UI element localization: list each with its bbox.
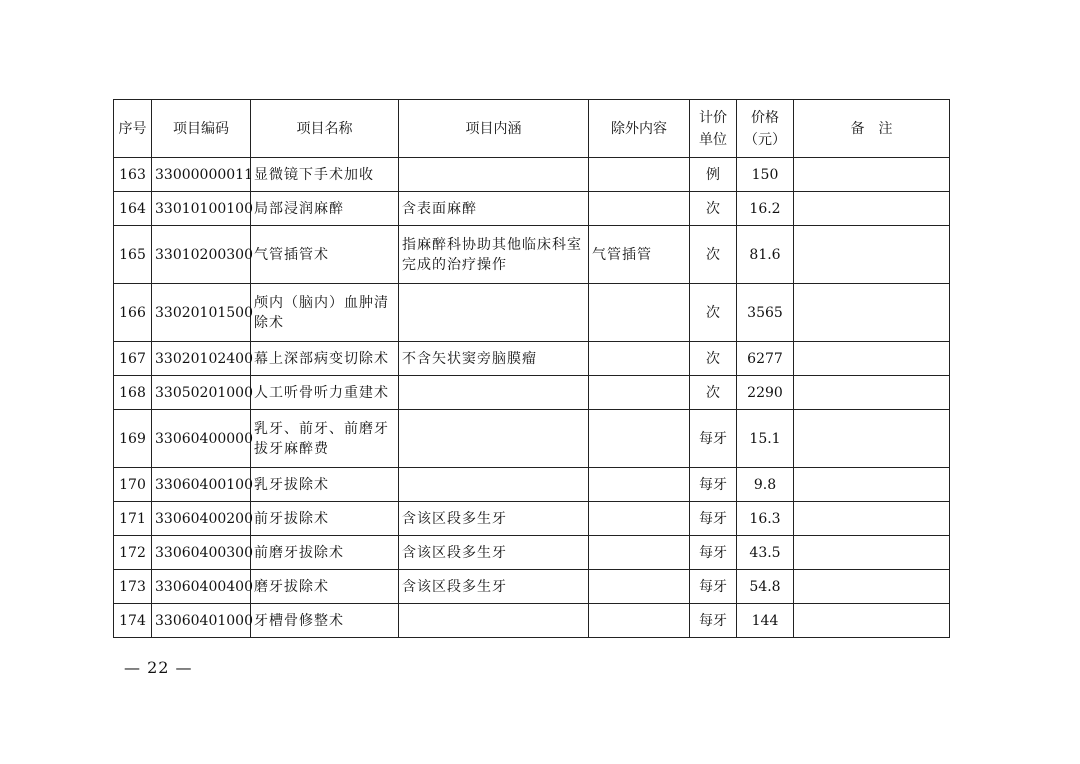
cell-note [794, 410, 950, 468]
cell-code: 33020102400 [152, 342, 251, 376]
cell-price: 144 [737, 604, 794, 638]
header-unit-line2: 单位 [699, 131, 727, 148]
cell-seq: 166 [114, 284, 152, 342]
cell-price: 3565 [737, 284, 794, 342]
table-row [114, 376, 950, 410]
cell-seq: 173 [114, 570, 152, 604]
cell-unit: 次 [690, 192, 737, 226]
cell-unit: 次 [690, 284, 737, 342]
table-row [114, 570, 950, 604]
cell-code: 33060400300 [152, 536, 251, 570]
header-price-line1: 价格 [751, 109, 779, 126]
cell-content [399, 410, 589, 468]
cell-excluded [589, 158, 690, 192]
cell-name: 乳牙、前牙、前磨牙拔牙麻醉费 [251, 410, 399, 468]
cell-code: 33060400100 [152, 468, 251, 502]
cell-price: 150 [737, 158, 794, 192]
cell-seq: 168 [114, 376, 152, 410]
cell-excluded [589, 536, 690, 570]
header-content: 项目内涵 [399, 100, 589, 158]
cell-seq: 174 [114, 604, 152, 638]
cell-note [794, 284, 950, 342]
cell-excluded [589, 604, 690, 638]
cell-unit: 每牙 [690, 410, 737, 468]
cell-note [794, 502, 950, 536]
cell-seq: 164 [114, 192, 152, 226]
header-seq: 序号 [114, 100, 152, 158]
header-unit-line1: 计价 [699, 109, 727, 126]
cell-code: 33060400200 [152, 502, 251, 536]
page-number: — 22 — [124, 658, 193, 677]
cell-unit: 每牙 [690, 468, 737, 502]
table-row [114, 192, 950, 226]
cell-seq: 163 [114, 158, 152, 192]
cell-code: 33020101500 [152, 284, 251, 342]
cell-name: 气管插管术 [251, 226, 399, 284]
table-row [114, 468, 950, 502]
cell-excluded [589, 342, 690, 376]
table-row [114, 284, 950, 342]
cell-note [794, 376, 950, 410]
cell-seq: 172 [114, 536, 152, 570]
cell-price: 54.8 [737, 570, 794, 604]
header-unit [690, 100, 737, 158]
table-row [114, 410, 950, 468]
cell-price: 2290 [737, 376, 794, 410]
cell-name: 幕上深部病变切除术 [251, 342, 399, 376]
cell-name: 人工听骨听力重建术 [251, 376, 399, 410]
cell-seq: 167 [114, 342, 152, 376]
cell-content [399, 158, 589, 192]
cell-code: 33060400400 [152, 570, 251, 604]
cell-excluded [589, 502, 690, 536]
cell-price: 81.6 [737, 226, 794, 284]
cell-code: 33060401000 [152, 604, 251, 638]
cell-price: 6277 [737, 342, 794, 376]
cell-excluded [589, 570, 690, 604]
cell-note [794, 342, 950, 376]
table-row [114, 226, 950, 284]
cell-price: 15.1 [737, 410, 794, 468]
cell-name: 前磨牙拔除术 [251, 536, 399, 570]
cell-unit: 每牙 [690, 570, 737, 604]
cell-note [794, 536, 950, 570]
cell-excluded [589, 192, 690, 226]
cell-excluded [589, 468, 690, 502]
header-price-line2: （元） [744, 131, 786, 148]
table-row [114, 502, 950, 536]
header-note: 备 注 [794, 100, 950, 158]
cell-code: 33010100100 [152, 192, 251, 226]
cell-name: 磨牙拔除术 [251, 570, 399, 604]
price-table [113, 99, 950, 638]
table-row [114, 536, 950, 570]
cell-unit: 例 [690, 158, 737, 192]
cell-content: 含该区段多生牙 [399, 536, 589, 570]
cell-price: 9.8 [737, 468, 794, 502]
cell-unit: 每牙 [690, 604, 737, 638]
cell-code: 33000000011 [152, 158, 251, 192]
cell-name: 乳牙拔除术 [251, 468, 399, 502]
cell-unit: 次 [690, 376, 737, 410]
cell-seq: 171 [114, 502, 152, 536]
cell-unit: 次 [690, 226, 737, 284]
cell-excluded: 气管插管 [589, 226, 690, 284]
cell-note [794, 570, 950, 604]
cell-price: 16.2 [737, 192, 794, 226]
table-row [114, 604, 950, 638]
header-name: 项目名称 [251, 100, 399, 158]
cell-unit: 次 [690, 342, 737, 376]
cell-seq: 165 [114, 226, 152, 284]
header-excluded: 除外内容 [589, 100, 690, 158]
cell-note [794, 604, 950, 638]
cell-code: 33050201000 [152, 376, 251, 410]
cell-excluded [589, 410, 690, 468]
cell-note [794, 226, 950, 284]
cell-unit: 每牙 [690, 502, 737, 536]
cell-content: 含该区段多生牙 [399, 502, 589, 536]
cell-code: 33010200300 [152, 226, 251, 284]
cell-seq: 169 [114, 410, 152, 468]
cell-excluded [589, 284, 690, 342]
cell-seq: 170 [114, 468, 152, 502]
cell-content [399, 284, 589, 342]
table-body [114, 158, 950, 638]
cell-code: 33060400000 [152, 410, 251, 468]
cell-note [794, 468, 950, 502]
cell-content: 含表面麻醉 [399, 192, 589, 226]
cell-content [399, 468, 589, 502]
cell-name: 牙槽骨修整术 [251, 604, 399, 638]
cell-content: 指麻醉科协助其他临床科室完成的治疗操作 [399, 226, 589, 284]
table-row [114, 342, 950, 376]
cell-name: 颅内（脑内）血肿清除术 [251, 284, 399, 342]
cell-unit: 每牙 [690, 536, 737, 570]
cell-content [399, 604, 589, 638]
cell-name: 显微镜下手术加收 [251, 158, 399, 192]
cell-content: 不含矢状窦旁脑膜瘤 [399, 342, 589, 376]
table-row [114, 158, 950, 192]
cell-content: 含该区段多生牙 [399, 570, 589, 604]
header-code: 项目编码 [152, 100, 251, 158]
header-price [737, 100, 794, 158]
cell-price: 16.3 [737, 502, 794, 536]
cell-note [794, 192, 950, 226]
cell-name: 前牙拔除术 [251, 502, 399, 536]
cell-name: 局部浸润麻醉 [251, 192, 399, 226]
cell-note [794, 158, 950, 192]
cell-excluded [589, 376, 690, 410]
cell-content [399, 376, 589, 410]
table-header-row [114, 100, 950, 158]
cell-price: 43.5 [737, 536, 794, 570]
